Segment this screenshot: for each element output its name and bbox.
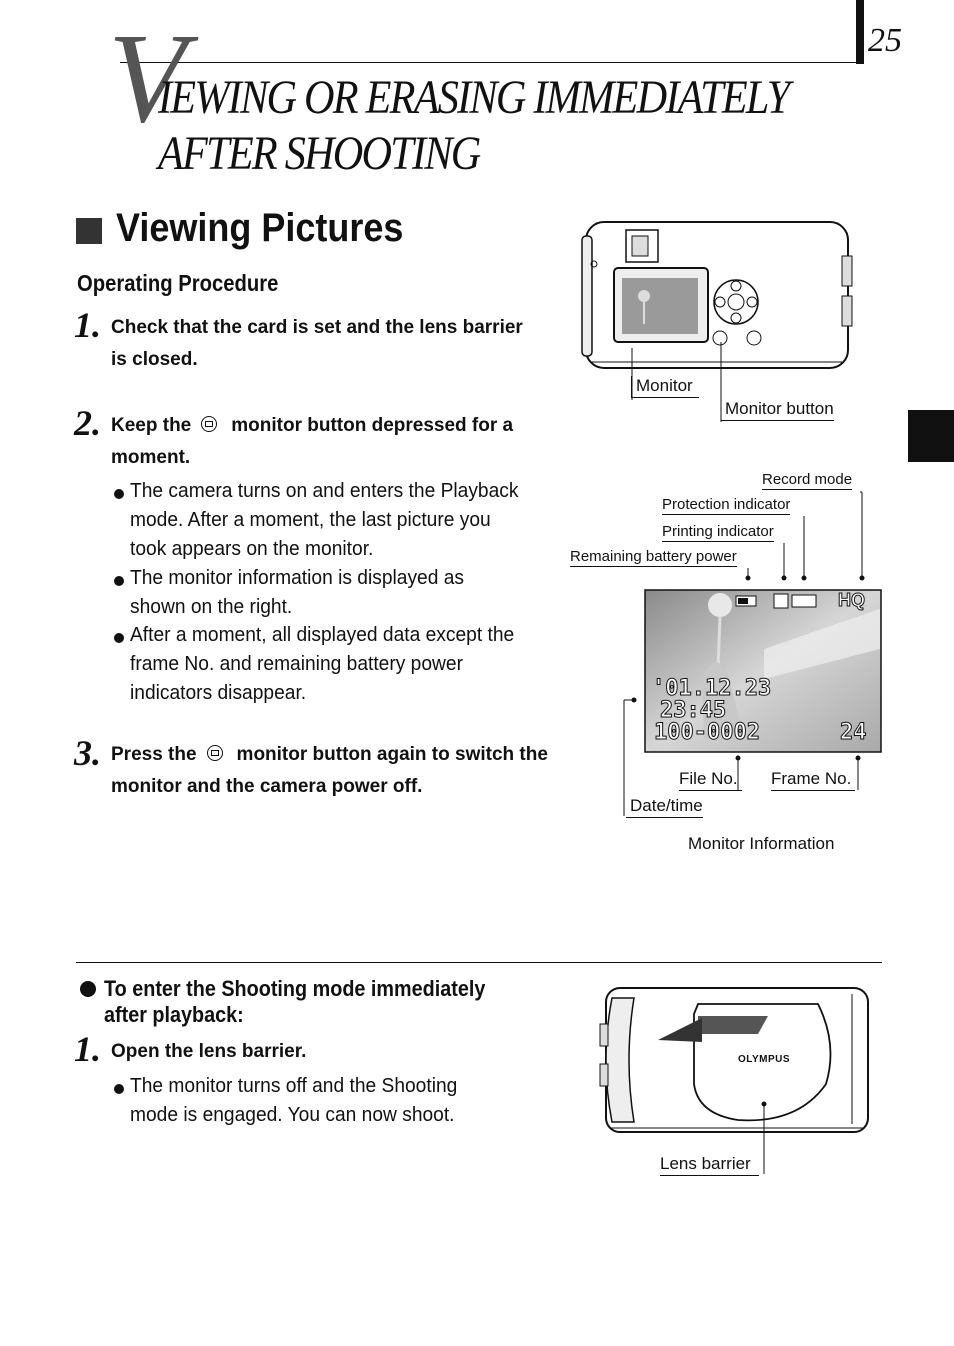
shooting-step-1-number: 1. <box>74 1029 101 1069</box>
step-3-text-after: monitor button again to switch the monitor and the camera power off. <box>111 744 548 797</box>
monitor-info-caption: Monitor Information <box>688 834 835 853</box>
screen-quality: HQ <box>838 590 865 610</box>
step-1-text: Check that the card is set and the lens barrier is closed. <box>111 317 523 370</box>
title-line-2: AFTER SHOOTING <box>158 127 480 180</box>
bullet-dot <box>114 1084 124 1094</box>
screen-frame: 24 <box>840 720 867 745</box>
screen-date: '01.12.23 <box>652 676 772 701</box>
remaining-battery-label: Remaining battery power <box>570 548 737 565</box>
step-2-text-after: monitor button depressed for a moment. <box>111 415 514 468</box>
step-3-number: 3. <box>74 733 101 773</box>
shooting-bullet-text: The monitor turns off and the Shooting mode is engaged. You can now shoot. <box>130 1075 458 1126</box>
monitor-label: Monitor <box>631 376 699 398</box>
title-line-1: IEWING OR ERASING IMMEDIATELY <box>158 71 789 124</box>
camera-front-illustration <box>598 984 874 1136</box>
printing-indicator-label: Printing indicator <box>662 523 774 540</box>
step-3-text <box>111 739 551 803</box>
date-time-label: Date/time <box>626 796 703 818</box>
step-1-number: 1. <box>74 305 101 345</box>
page-number-bar <box>856 0 864 64</box>
bullet-3-text: After a moment, all displayed data except the frame No. and remaining battery power indicators disappear. <box>130 624 515 704</box>
record-mode-label: Record mode <box>762 471 853 488</box>
monitor-button-icon <box>207 745 223 761</box>
frame-no-label: Frame No. <box>771 769 855 791</box>
screen-time: 23:45 <box>660 698 727 723</box>
bullet-2-text: The monitor information is displayed as shown on the right. <box>130 567 465 618</box>
bullet-dot <box>114 489 124 499</box>
chapter-tab <box>908 410 954 462</box>
section-separator <box>76 962 882 963</box>
title-initial: V <box>108 7 181 149</box>
shooting-step-1-text: Open the lens barrier. <box>111 1041 307 1062</box>
step-2-text <box>111 410 541 474</box>
procedure-subtitle: Operating Procedure <box>77 270 279 296</box>
protection-indicator-label: Protection indicator <box>662 496 791 513</box>
section-square-icon <box>76 218 102 244</box>
lens-barrier-label: Lens barrier <box>660 1154 759 1176</box>
bullet-1-text: The camera turns on and enters the Playback mode. After a moment, the last picture you took appears on the monitor. <box>130 480 519 560</box>
bullet-dot <box>114 633 124 643</box>
bullet-dot <box>114 576 124 586</box>
monitor-button-label: Monitor button <box>721 399 834 421</box>
page-number: 25 <box>868 22 902 59</box>
file-no-label: File No. <box>679 769 742 791</box>
heading-bullet-icon <box>80 981 96 997</box>
brand-logo: OLYMPUS <box>738 1054 791 1065</box>
step-3-text-before: Press the <box>111 744 197 765</box>
shooting-mode-heading: To enter the Shooting mode immediately after playback: <box>104 976 486 1027</box>
monitor-button-icon <box>201 416 217 432</box>
step-2-text-before: Keep the <box>111 415 192 436</box>
header-rule <box>120 62 858 63</box>
step-2-number: 2. <box>74 403 101 443</box>
screen-file: 100-0002 <box>654 720 760 745</box>
section-title: Viewing Pictures <box>116 206 404 250</box>
